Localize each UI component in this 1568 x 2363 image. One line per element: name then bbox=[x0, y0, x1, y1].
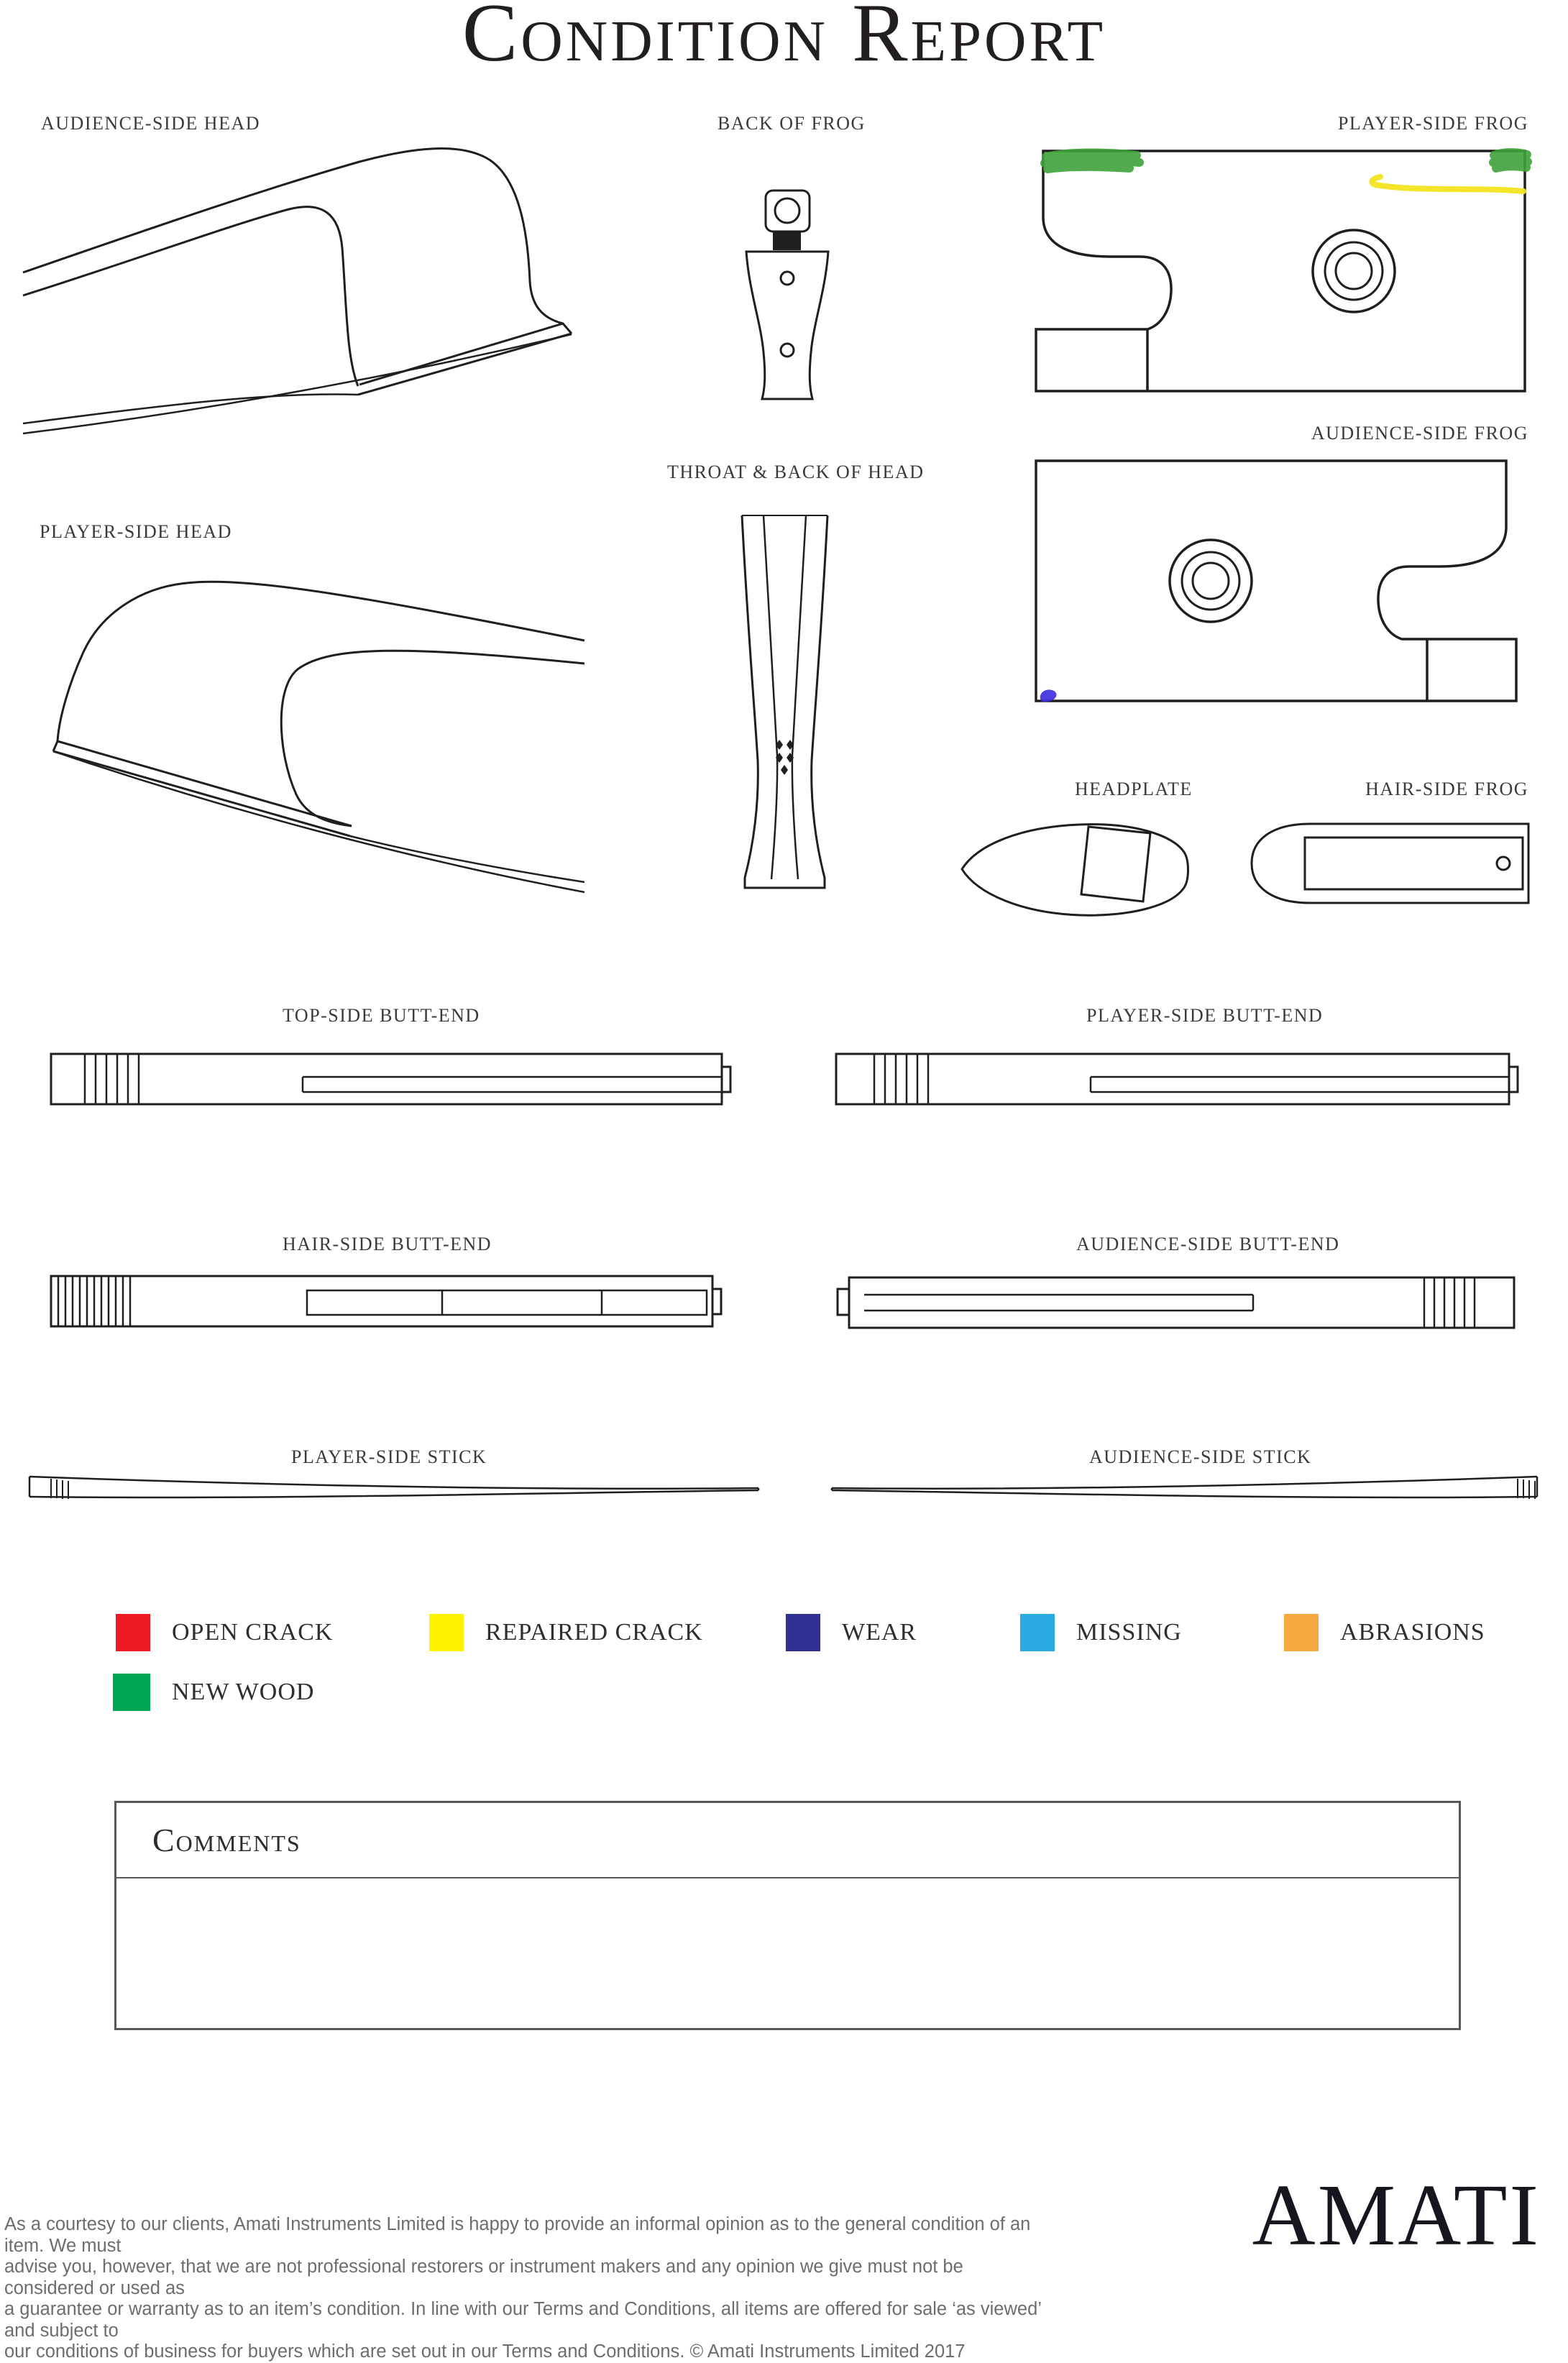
legend-item-abrasions bbox=[1284, 1614, 1485, 1651]
repaired-crack-mark bbox=[1372, 177, 1523, 191]
label-player-side-butt-end: PLAYER-SIDE BUTT-END bbox=[1086, 1005, 1324, 1026]
abrasions-swatch bbox=[1284, 1614, 1319, 1651]
comments-heading: Comments bbox=[152, 1822, 301, 1858]
disclaimer-line: a guarantee or warranty as to an item’s condition. In line with our Terms and Conditions, all items are offered for sale ‘as viewed’ and subject to bbox=[4, 2299, 1041, 2341]
back-of-frog-drawing bbox=[733, 183, 841, 410]
legend-item-wear bbox=[786, 1614, 917, 1651]
player-side-butt-end-drawing bbox=[835, 1048, 1518, 1109]
top-side-butt-end-drawing bbox=[50, 1048, 732, 1109]
legend-label-open-crack: OPEN CRACK bbox=[172, 1619, 334, 1646]
label-player-side-frog: PLAYER-SIDE FROG bbox=[1337, 113, 1528, 134]
player-side-stick-drawing bbox=[27, 1471, 761, 1502]
label-back-of-frog: BACK OF FROG bbox=[717, 113, 866, 134]
wear-swatch bbox=[786, 1614, 820, 1651]
legend-label-abrasions: ABRASIONS bbox=[1340, 1619, 1485, 1646]
legend-item-new-wood bbox=[113, 1674, 314, 1711]
throat-back-of-head-drawing bbox=[732, 513, 838, 892]
label-hair-side-frog: HAIR-SIDE FROG bbox=[1365, 779, 1528, 799]
disclaimer-line: our conditions of business for buyers which are set out in our Terms and Conditions. © Amati Instruments Limited 2017 bbox=[4, 2341, 966, 2362]
frog-heel-block bbox=[773, 231, 801, 250]
legend-item-open-crack bbox=[116, 1614, 333, 1651]
label-top-side-butt-end: TOP-SIDE BUTT-END bbox=[283, 1005, 480, 1026]
audience-side-frog-drawing bbox=[1033, 454, 1522, 705]
player-side-head-drawing bbox=[50, 572, 586, 895]
comments-input[interactable] bbox=[116, 1878, 1459, 2030]
open-crack-swatch bbox=[116, 1614, 150, 1651]
new-wood-swatch bbox=[113, 1674, 150, 1711]
repaired-crack-swatch bbox=[429, 1614, 464, 1651]
comments-box bbox=[114, 1801, 1461, 2030]
label-player-side-stick: PLAYER-SIDE STICK bbox=[291, 1446, 487, 1467]
legend-item-repaired-crack bbox=[429, 1614, 703, 1651]
label-audience-side-head: AUDIENCE-SIDE HEAD bbox=[41, 113, 261, 134]
missing-swatch bbox=[1020, 1614, 1055, 1651]
audience-side-head-drawing bbox=[22, 139, 578, 444]
disclaimer-line: As a courtesy to our clients, Amati Instruments Limited is happy to provide an informal opinion as to the general condition of an item. We must bbox=[4, 2214, 1031, 2256]
legend-label-repaired-crack: REPAIRED CRACK bbox=[485, 1619, 703, 1646]
hair-side-frog-drawing bbox=[1242, 820, 1530, 907]
legend-label-new-wood: NEW WOOD bbox=[172, 1679, 315, 1705]
footer-disclaimer bbox=[4, 2214, 1047, 2363]
player-side-frog-drawing bbox=[1030, 144, 1530, 398]
disclaimer-line: advise you, however, that we are not professional restorers or instrument makers and any opinion we give must not be considered or used as bbox=[4, 2257, 963, 2298]
label-audience-side-butt-end: AUDIENCE-SIDE BUTT-END bbox=[1076, 1234, 1340, 1254]
legend-label-missing: MISSING bbox=[1076, 1619, 1182, 1646]
label-headplate: HEADPLATE bbox=[1075, 779, 1193, 799]
headplate-drawing bbox=[958, 814, 1195, 925]
new-wood-mark bbox=[1045, 152, 1528, 169]
audience-side-butt-end-drawing bbox=[835, 1273, 1516, 1332]
label-audience-side-stick: AUDIENCE-SIDE STICK bbox=[1089, 1446, 1312, 1467]
hair-side-butt-end-drawing bbox=[50, 1270, 723, 1332]
comments-header bbox=[116, 1803, 1459, 1878]
label-hair-side-butt-end: HAIR-SIDE BUTT-END bbox=[283, 1234, 492, 1254]
label-player-side-head: PLAYER-SIDE HEAD bbox=[40, 521, 232, 542]
label-throat-back-of-head: THROAT & BACK OF HEAD bbox=[667, 462, 925, 482]
audience-side-stick-drawing bbox=[829, 1471, 1540, 1502]
amati-logo: AMATI bbox=[1252, 2167, 1541, 2264]
label-audience-side-frog: AUDIENCE-SIDE FROG bbox=[1311, 423, 1528, 444]
legend-label-wear: WEAR bbox=[842, 1619, 917, 1646]
head-mortise-dots bbox=[776, 740, 794, 775]
page-title: Condition Report bbox=[462, 0, 1106, 79]
legend-item-missing bbox=[1020, 1614, 1182, 1651]
